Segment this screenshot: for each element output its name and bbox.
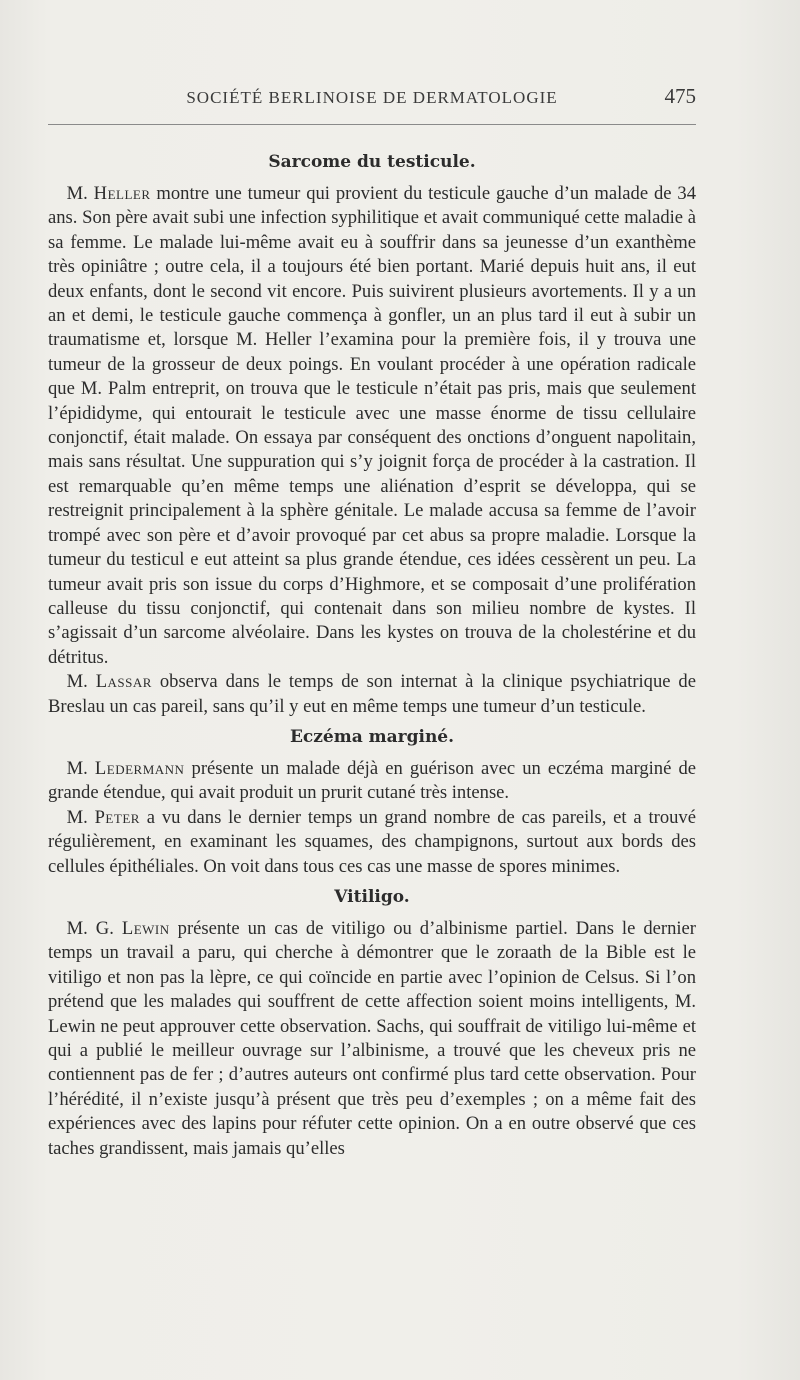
paragraph-ledermann: [48, 757, 696, 806]
paragraph-heller: [48, 182, 696, 670]
speaker-prefix: M.: [66, 671, 96, 693]
speaker-prefix: M.: [66, 806, 95, 828]
page-body: [48, 150, 696, 1161]
paragraph-text: montre une tumeur qui provient du testicule gauche d’un malade de 34 ans. Son père avait subi une infection syphilitique et avait communiqué cette maladie à sa femme. Le malade lui-même avait eu à souffrir dans sa jeunesse d’un exanthème très opiniâtre ; outre cela, il a toujours été bien portant. Marié depuis huit ans, il eut deux enfants, dont le second vit encore. Puis suivirent plusieurs avortements. Il y a un an et demi, le testicule gauche commença à gonfler, un an plus tard il eut à subir un traumatisme et, lorsque M. Heller l’examina pour la première fois, il y trouva une tumeur de la grosseur de deux poings. En voulant procéder à une opération radicale que M. Palm entreprit, on trouva que le testicule n’était pas pris, mais que seulement l’épididyme, qui entourait le testicule avec une masse énorme de tissu cellulaire conjonctif, était malade. On essaya par conséquent des onctions d’onguent napolitain, mais sans résultat. Une suppuration qui s’y joignit força de procéder à la castration. Il est remarquable qu’en même temps une aliénation d’esprit se développa, qui se restreignit principalement à la sphère génitale. Le malade accusa sa femme de l’avoir trompé avec son père et d’avoir provoqué par cet abus sa propre maladie. Lorsque la tumeur du testicul e eut atteint sa plus grande étendue, ces idées cessèrent un peu. La tumeur avait pris son issue du corps d’Highmore, et se composait d’une prolifération calleuse du tissu conjonctif, qui contenait dans son milieu nombre de kystes. Il s’agissait d’un sarcome alvéolaire. Dans les kystes on trouva de la cholestérine et du détritus.: [48, 183, 696, 668]
speaker-prefix: M.: [66, 183, 94, 204]
header-rule: [48, 124, 696, 125]
speaker-name: Lassar: [95, 671, 152, 693]
section-title-sarcome: Sarcome du testicule.: [268, 152, 476, 172]
paragraph-text: a vu dans le dernier temps un grand nombre de cas pareils, et a trouvé régulièrement, en examinant les squames, des champignons, surtout aux bords des cellules épithéliales. On voit dans tous ces cas une masse de spores minimes.: [48, 806, 696, 877]
speaker-name: Peter: [94, 806, 140, 828]
running-title: SOCIÉTÉ BERLINOISE DE DERMATOLOGIE: [186, 88, 558, 107]
paragraph-text: observa dans le temps de son internat à la clinique psychiatrique de Breslau un cas pareil, sans qu’il y eut en même temps une tumeur d’un testicule.: [48, 671, 696, 717]
section-title-eczema: Eczéma marginé.: [289, 726, 455, 747]
speaker-prefix: M.: [66, 757, 95, 779]
paragraph-lewin: [48, 917, 696, 1161]
speaker-name: Heller: [93, 183, 151, 204]
section-title-vitiligo: Vitiligo.: [334, 886, 410, 907]
speaker-name: Lewin: [121, 917, 170, 939]
page-header: [48, 84, 696, 114]
paragraph-peter: [48, 806, 696, 879]
paragraph-text: présente un cas de vitiligo ou d’albinisme partiel. Dans le dernier temps un travail a paru, qui cherche à démontrer que le zoraath de la Bible est le vitiligo et non pas la lèpre, ce qui coïncide en partie avec l’opinion de Celsus. Si l’on prétend que les malades qui souffrent de cette affection soient moins intelligents, M. Lewin ne peut approuver cette observation. Sachs, qui souffrait de vitiligo lui-même et qui a publié le meilleur ouvrage sur l’albinisme, a trouvé que les cheveux pris ne contiennent pas de fer ; d’autres auteurs ont confirmé plus tard cette observation. Pour l’hérédité, il n’existe jusqu’à présent que très peu d’exemples ; on a même fait des expériences avec des lapins pour réfuter cette opinion. On a en outre observé que ces taches grandissent, mais jamais qu’elles: [48, 917, 697, 1159]
paragraph-lassar: [48, 670, 696, 719]
speaker-prefix: M. G.: [66, 917, 122, 939]
speaker-name: Ledermann: [94, 757, 185, 779]
page-number: 475: [664, 84, 696, 108]
paragraph-text: présente un malade déjà en guérison avec un eczéma marginé de grande étendue, qui avait produit un prurit cutané très intense.: [48, 757, 696, 804]
